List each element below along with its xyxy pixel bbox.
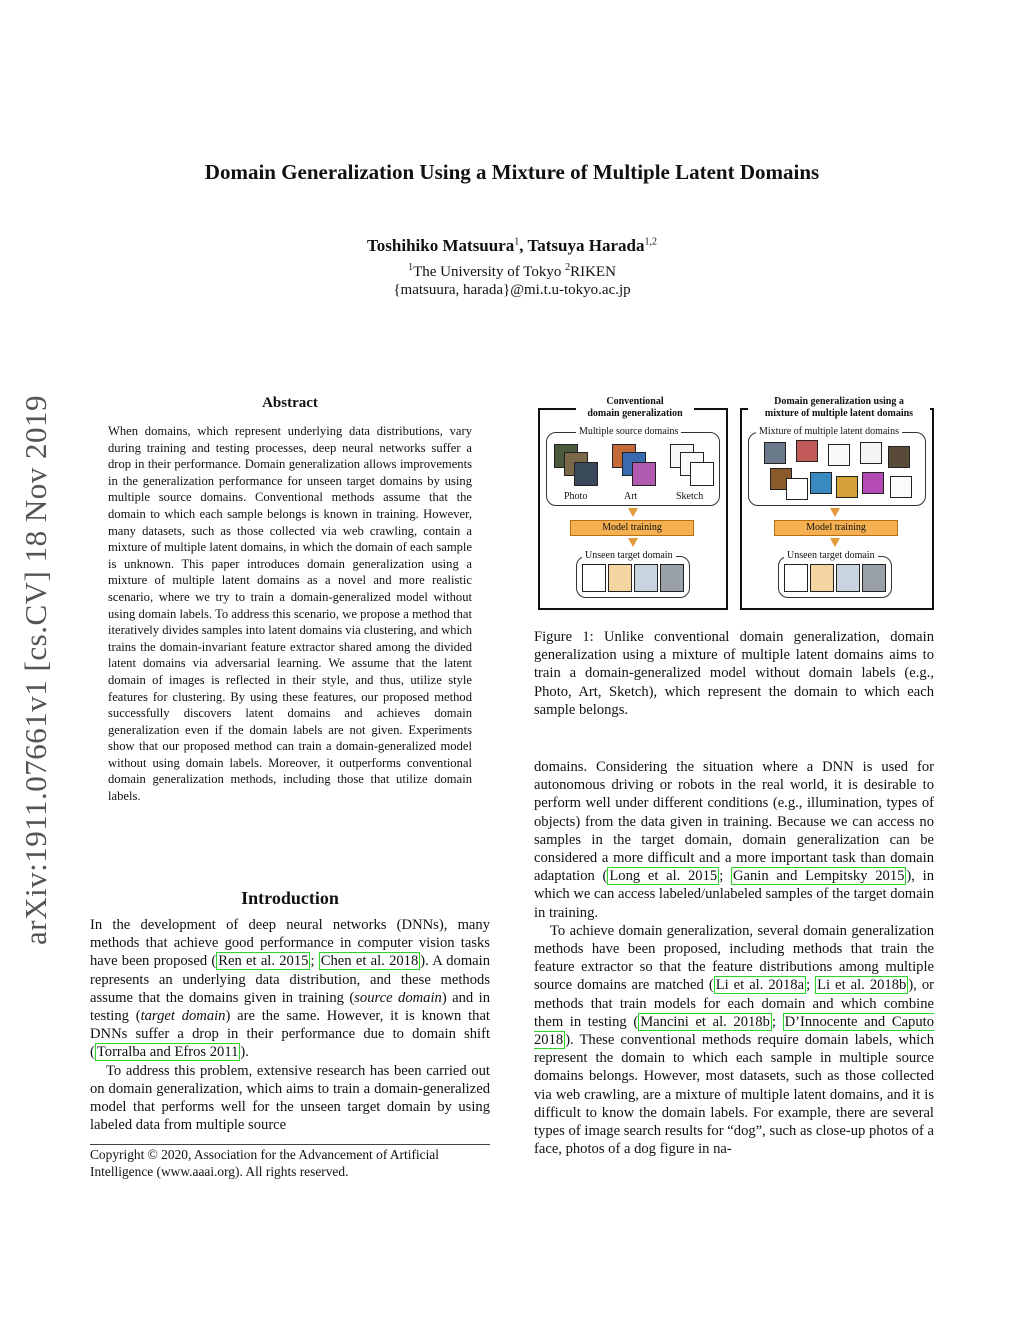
- figure-1: [534, 392, 934, 610]
- author-2: Tatsuya Harada: [527, 236, 645, 255]
- copyright-notice: Copyright © 2020, Association for the Advancement of Artificial Intelligence (www.aaai.org). All rights reserved.: [90, 1144, 490, 1180]
- mixed-thumb: [786, 478, 808, 500]
- mixed-thumb: [860, 442, 882, 464]
- target-thumb: [784, 564, 808, 592]
- arrow-down-icon: [628, 508, 638, 517]
- mixed-thumb: [890, 476, 912, 498]
- introduction-heading: Introduction: [241, 888, 339, 908]
- mixed-thumb: [862, 472, 884, 494]
- citation-link[interactable]: Torralba and Efros 2011: [96, 1044, 239, 1061]
- target-thumb: [608, 564, 632, 592]
- right-paragraph-1: domains. Considering the situation where a DNN is used for autonomous driving or robots in the real world, it is desirable to perform well under different conditions (e.g., illumination, types of objects) from the data given in training. Because we can access no samples in the target domain, domain generalization can be considered a more difficult and a more important task than domain adaptation ( Long et al. 2015 ; Ganin and Lempitsky 2015 ), in which we can access labeled/unlabeled samples of the target domain in training.: [534, 759, 934, 921]
- citation-link[interactable]: Chen et al. 2018: [320, 953, 419, 970]
- citation-link[interactable]: D’Innocente and Caputo 2018: [534, 1013, 935, 1049]
- model-training-box: Model training: [570, 520, 694, 536]
- latent-domains-panel-title: Domain generalization using a mixture of multiple latent domains: [748, 396, 930, 420]
- affil-1-mark: 1: [408, 262, 414, 273]
- mixed-thumb: [810, 472, 832, 494]
- arxiv-stamp: arXiv:1911.07661v1 [cs.CV] 18 Nov 2019: [18, 395, 53, 945]
- arrow-down-icon: [830, 538, 840, 547]
- intro-paragraph-2: To address this problem, extensive research has been carried out on domain generalization, which aims to train a domain-generalized model that performs well for the unseen target domain by using labeled data from multiple source: [90, 1062, 490, 1134]
- sketch-label: Sketch: [676, 491, 704, 502]
- author-1-affil: 1: [514, 236, 520, 248]
- affil-2: RIKEN: [570, 264, 616, 280]
- arrow-down-icon: [628, 538, 638, 547]
- target-thumb: [836, 564, 860, 592]
- mixed-thumb: [796, 440, 818, 462]
- mixed-thumb: [888, 446, 910, 468]
- paper-title: Domain Generalization Using a Mixture of Multiple Latent Domains: [204, 160, 820, 184]
- target-thumb: [582, 564, 606, 592]
- authors: [0, 236, 1024, 256]
- citation-link[interactable]: Long et al. 2015: [609, 868, 718, 885]
- citation-link[interactable]: Li et al. 2018b: [817, 977, 907, 994]
- author-separator: ,: [519, 236, 528, 255]
- citation-link[interactable]: Li et al. 2018a: [715, 977, 805, 994]
- target-thumb: [810, 564, 834, 592]
- conventional-panel-title: Conventional domain generalization: [576, 396, 694, 420]
- model-training-box: Model training: [774, 520, 898, 536]
- right-column-text: [534, 758, 934, 1158]
- target-thumb: [660, 564, 684, 592]
- art-thumb: [632, 462, 656, 486]
- sketch-thumb: [690, 462, 714, 486]
- citation-link[interactable]: Ganin and Lempitsky 2015: [732, 868, 905, 885]
- abstract-heading: Abstract: [262, 395, 318, 411]
- author-email: {matsuura, harada}@mi.t.u-tokyo.ac.jp: [393, 282, 631, 298]
- mixed-thumb: [764, 442, 786, 464]
- affil-2-mark: 2: [565, 262, 571, 273]
- photo-label: Photo: [564, 491, 588, 502]
- figure-1-caption: Figure 1: Unlike conventional domain generalization, domain generalization using a mixture of multiple latent domains aims to train a domain-generalized model without domain labels (e.g., Photo, Art, Sketch), which represent the domain to which each sample belongs.: [534, 629, 934, 718]
- abstract-text: When domains, which represent underlying data distributions, vary during training and testing processes, deep neural networks suffer a drop in their performance. Domain generalization allows improvements in the generalization performance for unseen target domains by using multiple source domains. Conventional methods assume that the domain to which each sample belongs is known in training. However, many datasets, such as those collected via web crawling, contain a mixture of multiple latent domains, in which the domain of each sample is unknown. This paper introduces domain generalization using a mixture of multiple latent domains as a novel and more realistic scenario, where we try to train a domain-generalized model without using domain labels. To address this scenario, we propose a method that iteratively divides samples into latent domains via clustering, and which trains the domain-invariant feature extractor shared among the divided latent domains via adversarial learning. We assume that the latent domain of images is reflected in their style, and thus, utilize style features for clustering. By using these features, our proposed method successfully discovers latent domains and achieves domain generalization even if the domain labels are not given. Experiments show that our proposed method can train a domain-generalized model without using domain labels. Moreover, it outperforms conventional domain generalization methods, including those that utilize domain labels.: [108, 424, 472, 804]
- art-label: Art: [624, 491, 638, 502]
- mixed-thumb: [828, 444, 850, 466]
- target-thumb: [634, 564, 658, 592]
- unseen-target-label: Unseen target domain: [784, 550, 878, 561]
- arrow-down-icon: [830, 508, 840, 517]
- intro-paragraph-1: In the development of deep neural networks (DNNs), many methods that achieve good performance in computer vision tasks have been proposed ( Ren et al. 2015 ; Chen et al. 2018 ). A domain represents an underlying data distribution, and these methods assume that the domains given in training (source domain) and in testing (target domain) are the same. However, it is known that DNNs suffer a drop in their performance due to domain shift ( Torralba and Efros 2011 ).: [90, 917, 491, 1061]
- source-domains-label: Multiple source domains: [576, 426, 681, 437]
- right-paragraph-2: To achieve domain generalization, several domain generalization methods have been proposed, including methods that train the feature extractor so that the feature distributions among multiple source domains are matched ( Li et al. 2018a ; Li et al. 2018b ), or methods that train models for each domain and which combine them in testing ( Mancini et al. 2018b ; D’Innocente and Caputo 2018 ). These conventional methods require domain labels, which represent the domain to which each sample in multiple source domains belongs. However, most datasets, such as those collected via web crawling, are a mixture of multiple latent domains, and it is difficult to know the domain labels. For example, there are several types of image search results for “dog”, such as close-up photos of a face, photos of a dog figure in na-: [534, 922, 935, 1158]
- photo-thumb: [574, 462, 598, 486]
- target-thumb: [862, 564, 886, 592]
- affiliations: [0, 262, 1024, 281]
- author-1: Toshihiko Matsuura: [367, 236, 515, 255]
- unseen-target-label: Unseen target domain: [582, 550, 676, 561]
- citation-link[interactable]: Mancini et al. 2018b: [640, 1013, 770, 1030]
- affil-1: The University of Tokyo: [413, 264, 566, 280]
- author-2-affil: 1,2: [644, 236, 657, 248]
- citation-link[interactable]: Ren et al. 2015: [218, 953, 309, 970]
- latent-mixture-label: Mixture of multiple latent domains: [756, 426, 902, 437]
- introduction-text: [90, 916, 490, 1134]
- mixed-thumb: [836, 476, 858, 498]
